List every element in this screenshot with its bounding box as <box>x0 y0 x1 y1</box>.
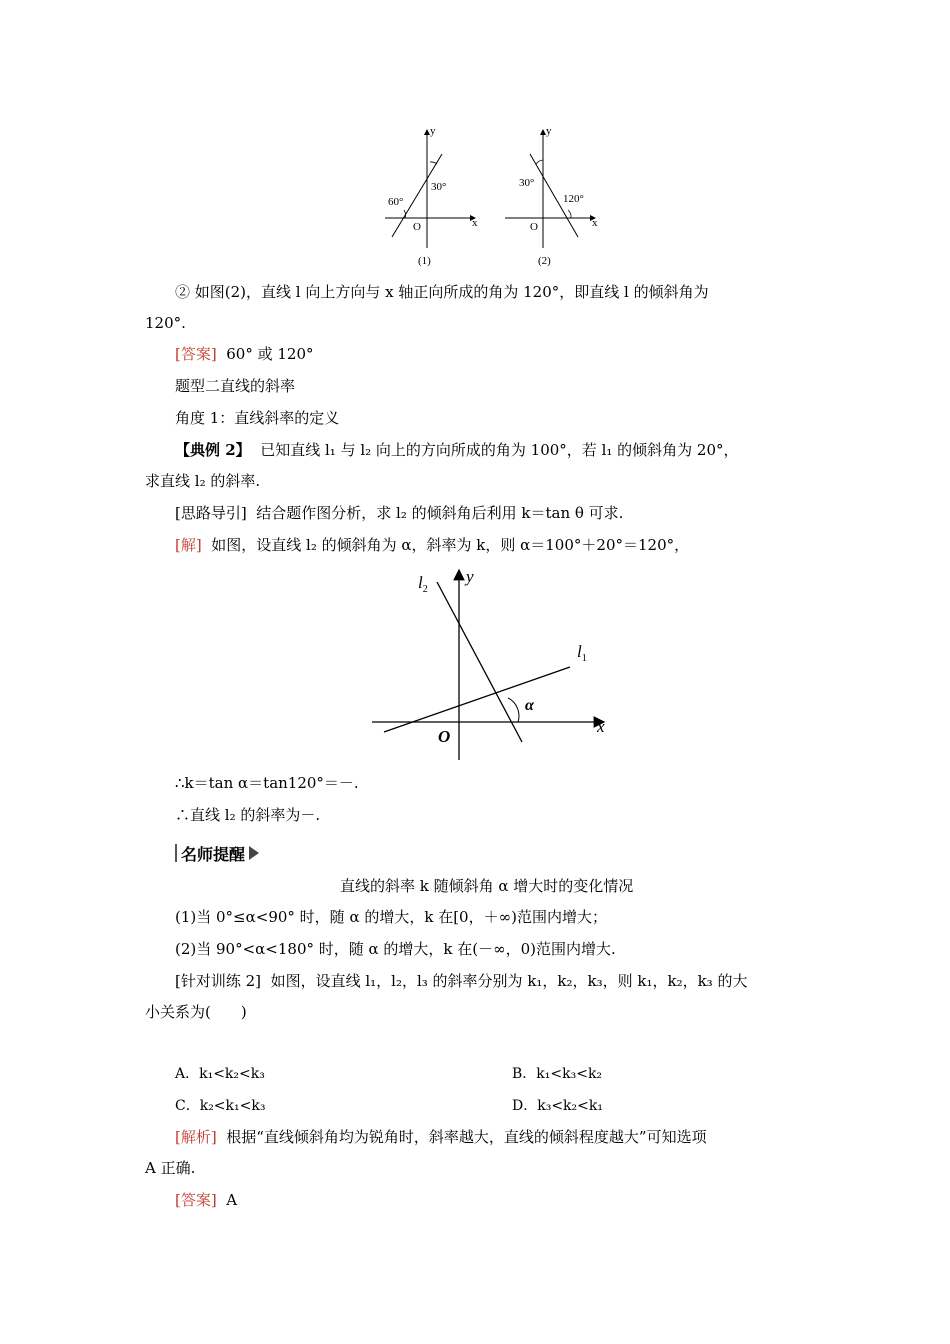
y-label: y <box>466 567 474 586</box>
fig1-angle-60: 60° <box>388 196 404 208</box>
example2-line1 <box>175 440 739 460</box>
practice-label: [针对训练 2] <box>175 972 262 990</box>
fig2-x-label: x <box>592 217 598 229</box>
example2-text: 已知直线 l₁ 与 l₂ 向上的方向所成的角为 100°，若 l₁ 的倾斜角为 20°， <box>260 441 739 459</box>
tip-bar <box>175 844 177 862</box>
x-label: x <box>597 717 605 736</box>
fig1-angle-30: 30° <box>431 181 447 193</box>
fig2-y-label: y <box>546 125 552 137</box>
l1-label: $l_1$ <box>577 642 587 664</box>
option-a[interactable]: A．k₁<k₂<k₃ <box>175 1066 265 1082</box>
example2-label: 【典例 2】 <box>175 441 251 459</box>
tip-item1: (1)当 0°≤α<90° 时，随 α 的增大，k 在[0，＋∞)范围内增大； <box>175 908 607 926</box>
tip-title: 直线的斜率 k 随倾斜角 α 增大时的变化情况 <box>340 877 634 895</box>
analysis-text: 根据“直线倾斜角均为锐角时，斜率越大，直线的倾斜程度越大”可知选项 <box>226 1128 707 1146</box>
answer2-text: A <box>226 1191 238 1209</box>
hint <box>175 503 623 523</box>
tip-header <box>175 842 259 864</box>
figure-1 <box>385 125 478 267</box>
answer2-label: [答案] <box>175 1191 217 1209</box>
solution-label: [解] <box>175 536 202 554</box>
analysis-line1 <box>175 1127 707 1147</box>
tip-header-text: 名师提醒 <box>181 844 246 864</box>
analysis-line2: A 正确. <box>145 1159 196 1177</box>
answer1-label: [答案] <box>175 345 217 363</box>
fig2-angle-30: 30° <box>519 177 535 189</box>
result2: ∴直线 l₂ 的斜率为－. <box>175 806 321 824</box>
line-l2 <box>437 582 522 742</box>
option-b[interactable]: B．k₁<k₃<k₂ <box>512 1066 603 1082</box>
solution-text: 如图，设直线 l₂ 的倾斜角为 α，斜率为 k，则 α＝100°＋20°＝120°， <box>211 536 690 554</box>
fig1-y-label: y <box>430 125 436 137</box>
hint-text: 结合题作图分析，求 l₂ 的倾斜角后利用 k＝tan θ 可求. <box>256 504 624 522</box>
solution <box>175 535 689 555</box>
para1-line1: ② 如图(2)，直线 l 向上方向与 x 轴正向所成的角为 120°，即直线 l 的倾斜角为 <box>175 283 709 301</box>
figure-2 <box>505 125 598 267</box>
option-d[interactable]: D．k₃<k₂<k₁ <box>512 1098 603 1114</box>
answer1-text: 60° 或 120° <box>226 345 314 363</box>
practice-line2: 小关系为( ) <box>145 1003 247 1021</box>
fig2-origin: O <box>530 221 538 233</box>
fig1-origin: O <box>413 221 421 233</box>
para1-line2: 120°. <box>145 314 186 332</box>
example2-line2: 求直线 l₂ 的斜率. <box>145 472 261 490</box>
fig2-angle-120: 120° <box>563 193 584 205</box>
fig2-caption: (2) <box>538 255 551 267</box>
tip-item2: (2)当 90°<α<180° 时，随 α 的增大，k 在(－∞，0)范围内增大. <box>175 940 616 958</box>
result1: ∴k＝tan α＝tan120°＝－. <box>175 774 359 792</box>
option-c[interactable]: C．k₂<k₁<k₃ <box>175 1098 266 1114</box>
fig1-caption: (1) <box>418 255 431 267</box>
practice-text: 如图，设直线 l₁，l₂，l₃ 的斜率分别为 k₁，k₂，k₃，则 k₁，k₂，k₃ 的大 <box>270 972 748 990</box>
figure-top <box>380 122 610 272</box>
analysis-label: [解析] <box>175 1128 217 1146</box>
alpha-label: α <box>525 697 534 714</box>
origin-label: O <box>438 727 451 746</box>
figure-main <box>368 562 618 764</box>
section-title: 题型二直线的斜率 <box>175 377 296 395</box>
triangle-icon <box>249 846 259 860</box>
practice-line1 <box>175 971 747 991</box>
subsection-title: 角度 1：直线斜率的定义 <box>175 409 340 427</box>
l2-label: $l_2$ <box>418 573 428 595</box>
hint-label: [思路导引] <box>175 504 247 522</box>
fig1-x-label: x <box>472 217 478 229</box>
answer2 <box>175 1190 237 1210</box>
answer1 <box>175 344 314 364</box>
